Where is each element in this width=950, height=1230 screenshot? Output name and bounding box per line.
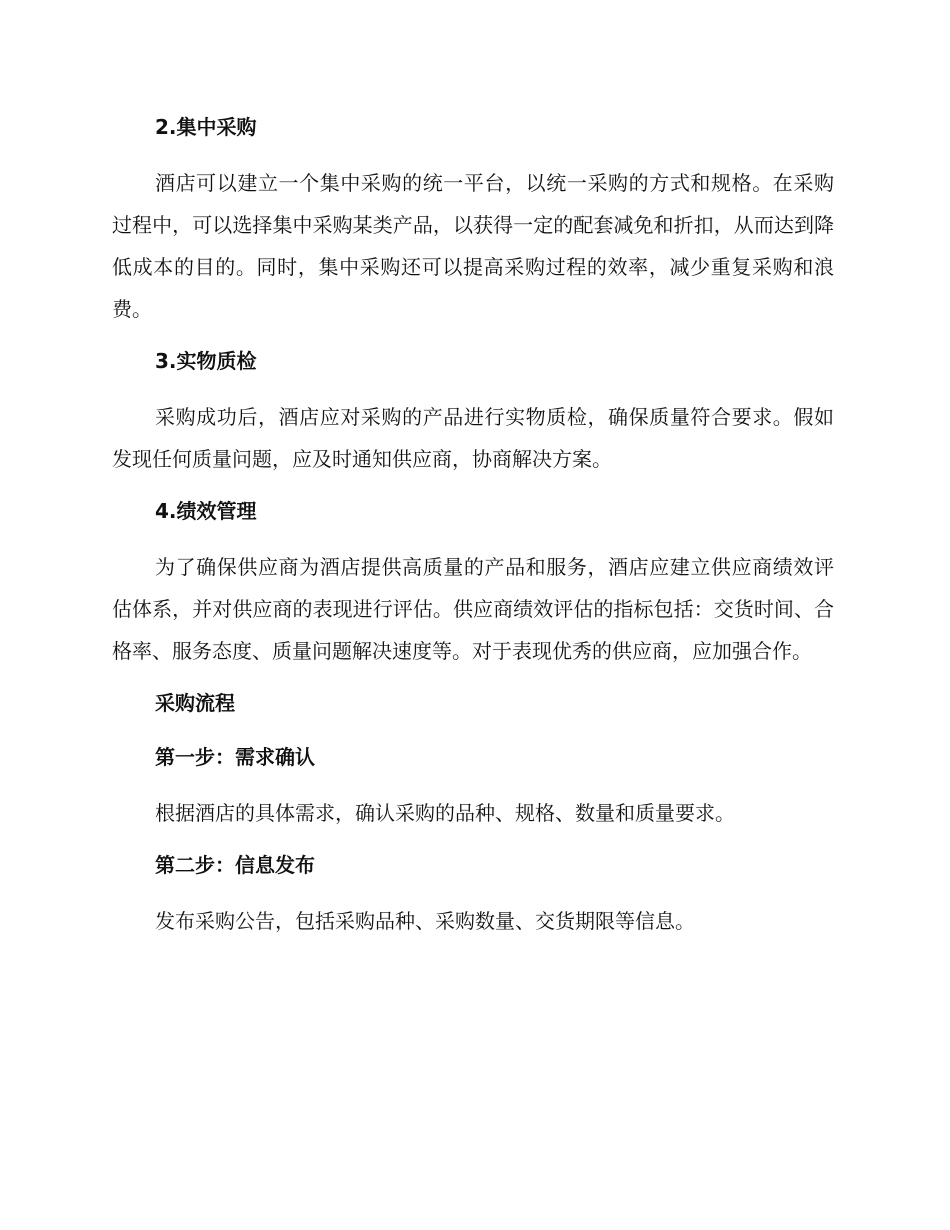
section-paragraph-quality-inspection: 采购成功后，酒店应对采购的产品进行实物质检，确保质量符合要求。假如发现任何质量问题，应及时通知供应商，协商解决方案。: [112, 405, 834, 471]
section-heading-centralized-purchasing: 2.集中采购: [155, 115, 257, 139]
section-paragraph-performance-management: 为了确保供应商为酒店提供高质量的产品和服务，酒店应建立供应商绩效评估体系，并对供应商的表现进行评估。供应商绩效评估的指标包括：交货时间、合格率、服务态度、质量问题解决速度等。对于表现优秀的供应商，应加强合作。: [112, 555, 834, 663]
process-step-text-2: 发布采购公告，包括采购品种、采购数量、交货期限等信息。: [155, 909, 695, 933]
process-step-title-2: 第二步：信息发布: [155, 853, 315, 877]
section-heading-performance-management: 4.绩效管理: [155, 499, 257, 523]
process-step-title-1: 第一步：需求确认: [155, 745, 315, 769]
section-heading-quality-inspection: 3.实物质检: [155, 349, 257, 373]
process-heading: 采购流程: [155, 691, 235, 715]
section-paragraph-centralized-purchasing: 酒店可以建立一个集中采购的统一平台，以统一采购的方式和规格。在采购过程中，可以选择集中采购某类产品，以获得一定的配套减免和折扣，从而达到降低成本的目的。同时，集中采购还可以提高采购过程的效率，减少重复采购和浪费。: [112, 171, 834, 321]
document-page: [112, 108, 834, 942]
process-step-text-1: 根据酒店的具体需求，确认采购的品种、规格、数量和质量要求。: [155, 801, 735, 825]
